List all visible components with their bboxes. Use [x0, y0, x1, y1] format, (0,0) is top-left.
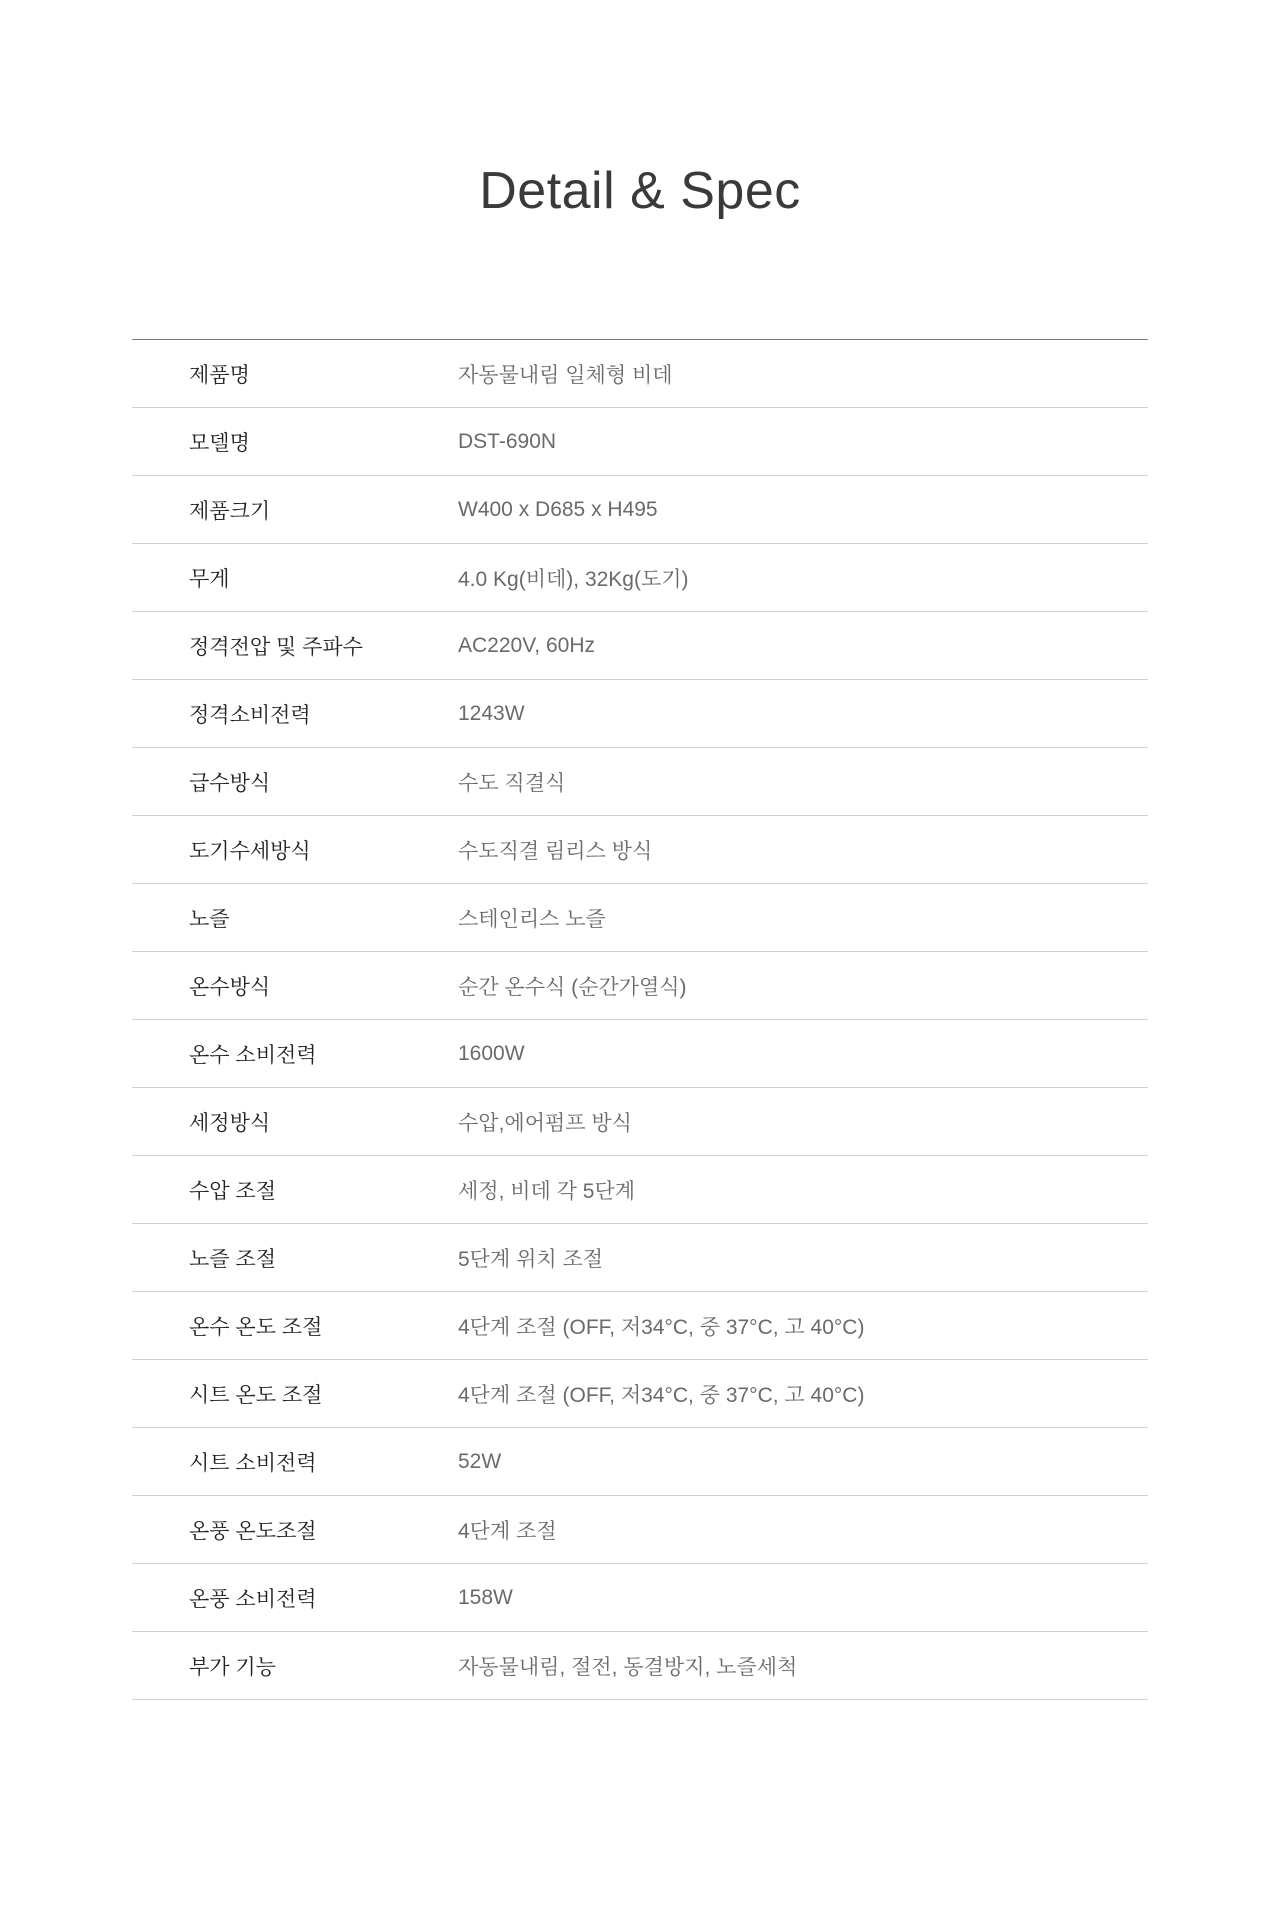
spec-value: 4단계 조절 (OFF, 저34°C, 중 37°C, 고 40°C) [458, 1383, 865, 1407]
spec-label: 온수 온도 조절 [189, 1315, 323, 1339]
spec-label: 모델명 [189, 431, 250, 455]
spec-value: 4단계 조절 (OFF, 저34°C, 중 37°C, 고 40°C) [458, 1315, 865, 1339]
spec-label: 급수방식 [189, 771, 271, 795]
spec-value: 52W [458, 1449, 502, 1473]
spec-row [132, 612, 1148, 680]
spec-label: 온수 소비전력 [189, 1043, 317, 1067]
spec-label: 노즐 조절 [189, 1247, 276, 1271]
spec-value: 수압,에어펌프 방식 [458, 1111, 632, 1135]
spec-value: 순간 온수식 (순간가열식) [458, 975, 687, 999]
spec-row [132, 1564, 1148, 1632]
spec-label: 제품크기 [189, 499, 271, 523]
spec-row [132, 1360, 1148, 1428]
spec-row [132, 1292, 1148, 1360]
spec-row [132, 1496, 1148, 1564]
spec-row [132, 340, 1148, 408]
spec-row [132, 408, 1148, 476]
spec-label: 온풍 온도조절 [189, 1519, 317, 1543]
spec-value: 세정, 비데 각 5단계 [458, 1179, 636, 1203]
spec-row [132, 952, 1148, 1020]
spec-value: 수도직결 림리스 방식 [458, 839, 653, 863]
spec-row [132, 748, 1148, 816]
spec-value: 1243W [458, 701, 525, 725]
spec-value: 자동물내림 일체형 비데 [458, 363, 673, 387]
spec-row [132, 884, 1148, 952]
spec-label: 시트 온도 조절 [189, 1383, 323, 1407]
spec-label: 정격소비전력 [189, 703, 311, 727]
spec-label: 수압 조절 [189, 1179, 276, 1203]
spec-value: 1600W [458, 1041, 525, 1065]
spec-row [132, 1224, 1148, 1292]
spec-row [132, 1020, 1148, 1088]
spec-value: AC220V, 60Hz [458, 633, 595, 657]
spec-value: 스테인리스 노즐 [458, 907, 606, 931]
spec-value: 5단계 위치 조절 [458, 1247, 604, 1271]
spec-label: 무게 [189, 567, 230, 591]
page-title: Detail & Spec [479, 162, 801, 220]
spec-label: 제품명 [189, 363, 250, 387]
spec-row [132, 544, 1148, 612]
spec-row [132, 1156, 1148, 1224]
spec-label: 노즐 [189, 907, 230, 931]
spec-label: 정격전압 및 주파수 [189, 635, 363, 659]
spec-row [132, 1428, 1148, 1496]
spec-label: 세정방식 [189, 1111, 271, 1135]
spec-value: 158W [458, 1585, 513, 1609]
spec-row [132, 1088, 1148, 1156]
spec-label: 시트 소비전력 [189, 1451, 317, 1475]
spec-value: 수도 직결식 [458, 771, 566, 795]
spec-label: 온수방식 [189, 975, 271, 999]
spec-value: 4단계 조절 [458, 1519, 557, 1543]
spec-value: 4.0 Kg(비데), 32Kg(도기) [458, 567, 689, 591]
spec-label: 부가 기능 [189, 1655, 276, 1679]
spec-value: 자동물내림, 절전, 동결방지, 노즐세척 [458, 1655, 798, 1679]
spec-row [132, 816, 1148, 884]
spec-value: W400 x D685 x H495 [458, 497, 658, 521]
spec-value: DST-690N [458, 429, 557, 453]
spec-row [132, 476, 1148, 544]
spec-label: 도기수세방식 [189, 839, 311, 863]
spec-table [132, 339, 1148, 1700]
spec-label: 온풍 소비전력 [189, 1587, 317, 1611]
spec-row [132, 1632, 1148, 1700]
spec-row [132, 680, 1148, 748]
